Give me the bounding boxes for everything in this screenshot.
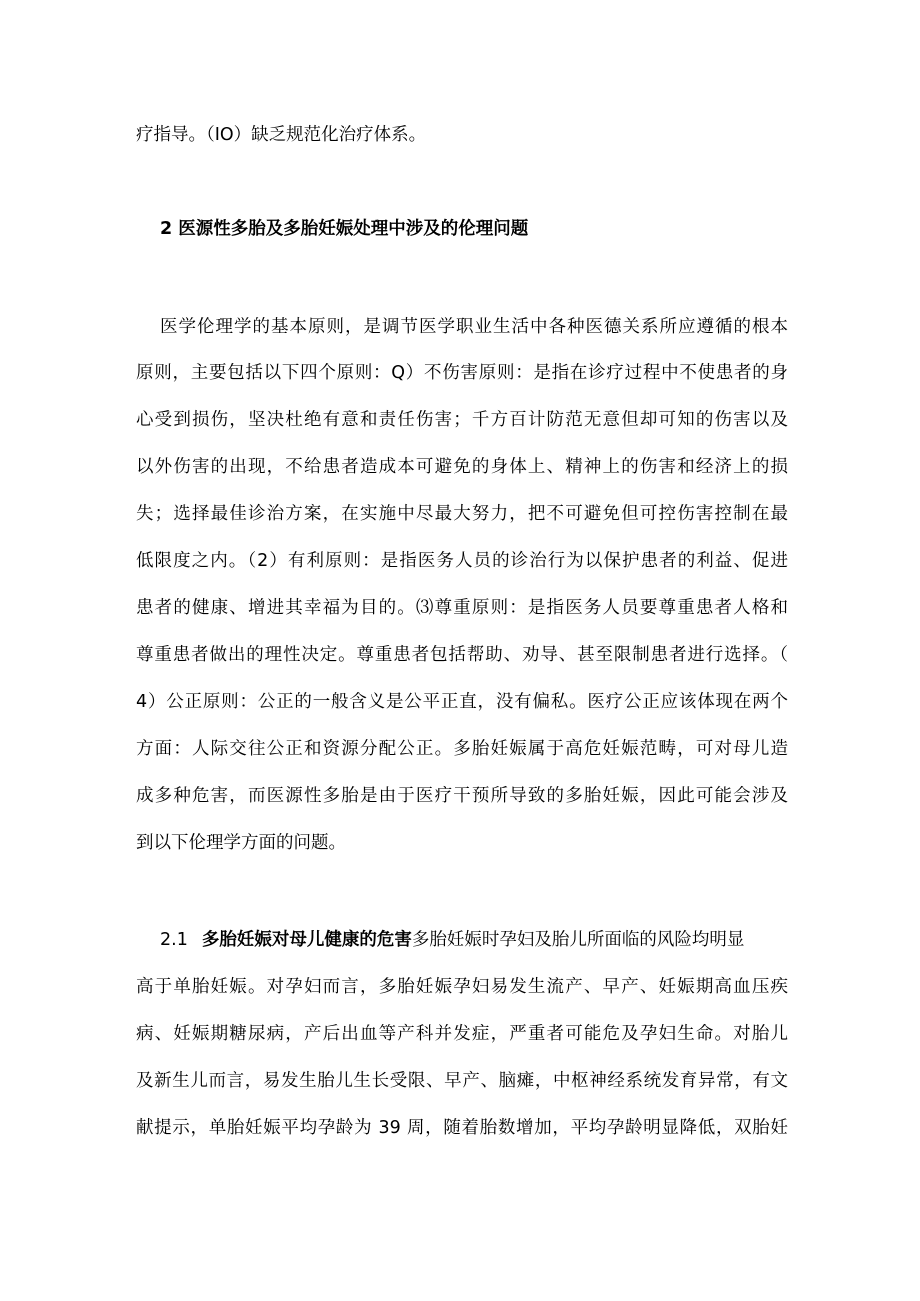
paragraph-line: 4）公正原则：公正的一般含义是公平正直，没有偏私。医疗公正应该体现在两个 — [136, 692, 788, 712]
subsection-title: 多胎妊娠对母儿健康的危害 — [201, 930, 412, 950]
paragraph-line: 心受到损伤，坚决杜绝有意和责任伤害；千方百计防范无意但却可知的伤害以及 — [136, 410, 788, 430]
paragraph-line: 低限度之内。（2）有利原则：是指医务人员的诊治行为以保护患者的利益、促进 — [136, 551, 788, 571]
paragraph-line: 医学伦理学的基本原则，是调节医学职业生活中各种医德关系所应遵循的根本 — [160, 317, 788, 337]
subsection-first-line-text: 多胎妊娠时孕妇及胎儿所面临的风险均明显 — [411, 930, 745, 950]
paragraph-line: 方面：人际交往公正和资源分配公正。多胎妊娠属于高危妊娠范畴，可对母儿造 — [136, 739, 788, 759]
paragraph-line: 病、妊娠期糖尿病，产后出血等产科并发症，严重者可能危及孕妇生命。对胎儿 — [136, 1024, 788, 1044]
paragraph-line: 失；选择最佳诊治方案，在实施中尽最大努力，把不可避免但可控伤害控制在最 — [136, 504, 788, 524]
section-heading: 2 医源性多胎及多胎妊娠处理中涉及的伦理问题 — [160, 219, 529, 239]
paragraph-line: 高于单胎妊娠。对孕妇而言，多胎妊娠孕妇易发生流产、早产、妊娠期高血压疾 — [136, 977, 788, 997]
paragraph-line: 疗指导。（IO）缺乏规范化治疗体系。 — [136, 125, 427, 145]
paragraph-line: 以外伤害的出现，不给患者造成本可避免的身体上、精神上的伤害和经济上的损 — [136, 457, 788, 477]
subsection-first-line — [160, 928, 788, 952]
paragraph-line: 献提示，单胎妊娠平均孕龄为 39 周，随着胎数增加，平均孕龄明显降低，双胎妊 — [136, 1118, 788, 1138]
paragraph-line: 成多种危害，而医源性多胎是由于医疗干预所导致的多胎妊娠，因此可能会涉及 — [136, 786, 788, 806]
paragraph-line: 尊重患者做出的理性决定。尊重患者包括帮助、劝导、甚至限制患者进行选择。（ — [136, 645, 788, 665]
paragraph-line: 到以下伦理学方面的问题。 — [136, 833, 346, 853]
paragraph-line: 患者的健康、增进其幸福为目的。⑶尊重原则：是指医务人员要尊重患者人格和 — [136, 598, 788, 618]
subsection-number: 2.1 — [160, 930, 188, 950]
paragraph-line: 及新生儿而言，易发生胎儿生长受限、早产、脑瘫，中枢神经系统发育异常，有文 — [136, 1071, 788, 1091]
paragraph-line: 原则，主要包括以下四个原则：Q）不伤害原则：是指在诊疗过程中不使患者的身 — [136, 363, 788, 383]
